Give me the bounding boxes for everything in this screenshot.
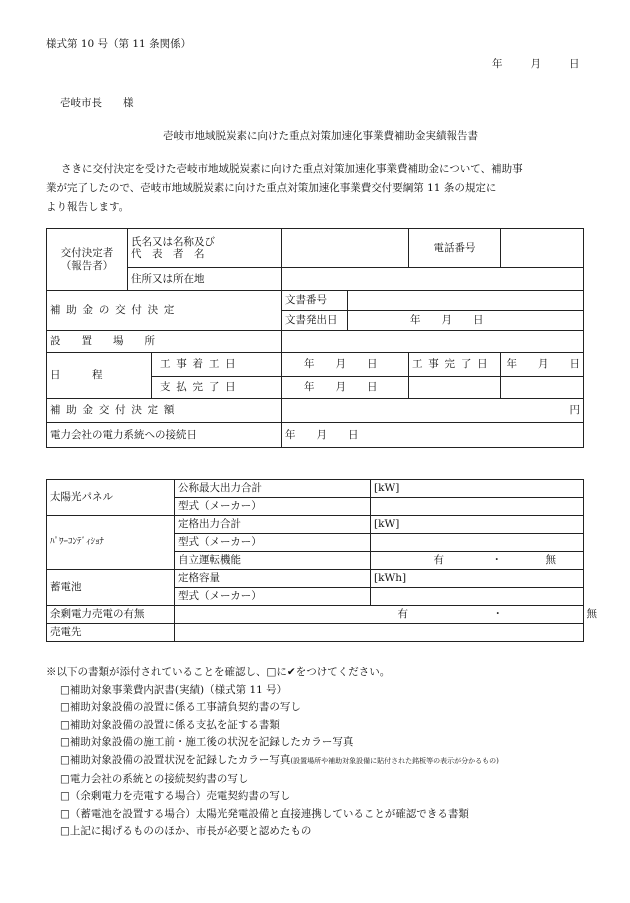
buyer-label: 売電先 (47, 624, 175, 642)
name-label: 氏名又は名称及び 代 表 者 名 (128, 229, 282, 268)
pcs-output-field[interactable]: [kW] (371, 516, 584, 534)
grid-label: 電力会社の電力系統への接続日 (47, 423, 282, 448)
checklist-item[interactable]: □電力会社の系統との接続契約書の写し (60, 772, 249, 785)
amount-field[interactable]: 円 (282, 399, 584, 423)
doc-date-field[interactable]: 年 月 日 (348, 311, 584, 331)
battery-model-label: 型式（メーカー） (175, 588, 371, 606)
checklist-item[interactable]: □（蓄電池を設置する場合）太陽光発電設備と直接連携していることが確認できる書類 (60, 807, 469, 820)
doc-number-label: 文書番号 (282, 291, 348, 311)
body-line-1: さきに交付決定を受けた壱岐市地域脱炭素に向けた重点対策加速化事業費補助金について、補助事 (61, 163, 523, 175)
solar-output-label: 公称最大出力合計 (175, 480, 371, 498)
battery-label: 蓄電池 (47, 570, 175, 606)
battery-model-field[interactable] (371, 588, 584, 606)
form-number: 様式第 10 号（第 11 条関係） (46, 38, 192, 50)
decision-label: 補助金の交付決定 (47, 291, 282, 331)
standalone-field[interactable]: 有 ・ 無 (371, 552, 584, 570)
checklist-item[interactable]: □補助対象事業費内訳書(実績)（様式第 11 号） (60, 683, 288, 696)
checklist-item[interactable]: □（余剰電力を売電する場合）売電契約書の写し (60, 790, 291, 803)
address-label: 住所又は所在地 (128, 268, 282, 291)
checklist-item[interactable]: □補助対象設備の施工前・施工後の状況を記録したカラー写真 (60, 736, 354, 749)
checklist-header: ※以下の書類が添付されていることを確認し、□に✔をつけてください。 (46, 666, 391, 678)
checklist-item[interactable]: □補助対象設備の設置状況を記録したカラー写真(設置場所や補助対象設備に貼付された銘板等の表示が分かるもの) (60, 753, 499, 766)
amount-label: 補助金交付決定額 (47, 399, 282, 423)
schedule-label: 日 程 (47, 353, 152, 399)
pcs-label: ﾊﾟﾜｰｺﾝﾃﾞｨｼｮﾅ (47, 516, 175, 570)
surplus-label: 余剰電力売電の有無 (47, 606, 175, 624)
grid-field[interactable]: 年 月 日 (282, 423, 584, 448)
body-line-2: 業が完了したので、壱岐市地域脱炭素に向けた重点対策加速化事業費交付要綱第 11 条の規定に (46, 182, 497, 194)
solar-output-field[interactable]: [kW] (371, 480, 584, 498)
checklist-item-note: (設置場所や補助対象設備に貼付された銘板等の表示が分かるもの) (290, 756, 499, 765)
report-table (46, 228, 584, 448)
pcs-output-label: 定格出力合計 (175, 516, 371, 534)
location-label: 設 置 場 所 (47, 331, 282, 353)
date-year: 年 (492, 58, 503, 70)
standalone-label: 自立運転機能 (175, 552, 371, 570)
address-field[interactable] (282, 268, 584, 291)
battery-capacity-label: 定格容量 (175, 570, 371, 588)
page-title: 壱岐市地域脱炭素に向けた重点対策加速化事業費補助金実績報告書 (163, 130, 478, 142)
phone-label: 電話番号 (409, 229, 501, 268)
date-month: 月 (530, 58, 541, 70)
solar-label: 太陽光パネル (47, 480, 175, 516)
complete-label: 工事完了日 (409, 353, 501, 377)
doc-date-label: 文書発出日 (282, 311, 348, 331)
solar-model-label: 型式（メーカー） (175, 498, 371, 516)
date-line (492, 56, 580, 71)
payment-label: 支払完了日 (152, 377, 282, 399)
pcs-model-label: 型式（メーカー） (175, 534, 371, 552)
phone-field[interactable] (501, 229, 584, 268)
checklist-item[interactable]: □補助対象設備の設置に係る支払を証する書類 (60, 718, 280, 731)
surplus-field[interactable]: 有 ・ 無 (175, 606, 584, 624)
addressee: 壱岐市長 様 (60, 97, 134, 109)
solar-model-field[interactable] (371, 498, 584, 516)
buyer-field[interactable] (175, 624, 584, 642)
date-day: 日 (569, 58, 580, 70)
payment-field[interactable]: 年 月 日 (282, 377, 409, 399)
body-line-3: より報告します。 (46, 201, 130, 213)
equipment-table (46, 479, 597, 642)
pcs-model-field[interactable] (371, 534, 584, 552)
attachment-checklist (46, 664, 499, 841)
checklist-item[interactable]: □上記に掲げるもののほか、市長が必要と認めたもの (60, 825, 312, 838)
start-field[interactable]: 年 月 日 (282, 353, 409, 377)
location-field[interactable] (282, 331, 584, 353)
checklist-item[interactable]: □補助対象設備の設置に係る工事請負契約書の写し (60, 701, 301, 714)
start-label: 工事着工日 (152, 353, 282, 377)
doc-number-field[interactable] (348, 291, 584, 311)
grantee-label: 交付決定者 （報告者） (47, 229, 128, 291)
battery-capacity-field[interactable]: [kWh] (371, 570, 584, 588)
complete-field[interactable]: 年 月 日 (501, 353, 584, 377)
name-field[interactable] (282, 229, 409, 268)
